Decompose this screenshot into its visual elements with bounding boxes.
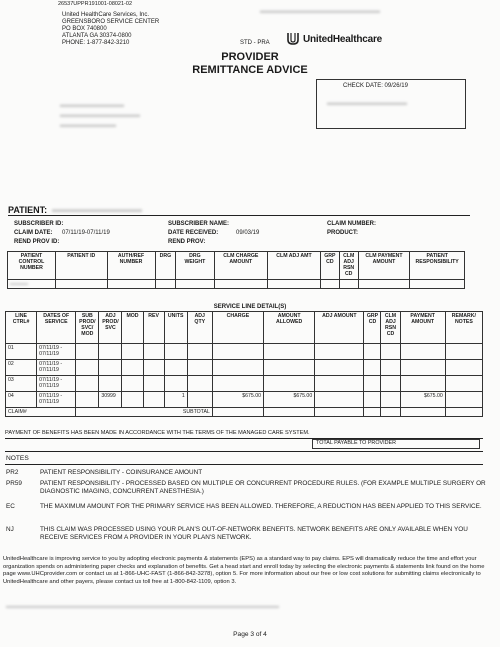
rend-prov-label: REND PROV: — [168, 239, 206, 245]
col-patient-control-number: PATIENT CONTROL NUMBER — [8, 252, 56, 280]
col-line-ctrl: LINE CTRL# — [6, 312, 37, 344]
cell-line: 03 — [6, 376, 37, 392]
table-row — [6, 392, 483, 408]
table-row — [6, 376, 483, 392]
cell-adj-svc — [99, 376, 122, 392]
service-line-title: SERVICE LINE DETAIL(S) — [213, 304, 287, 310]
col-grp-cd: GRP CD — [320, 252, 339, 280]
col-remark-notes: REMARK/ NOTES — [445, 312, 482, 344]
col-auth-ref-number: AUTH/REF NUMBER — [107, 252, 155, 280]
col-clm-adj-amt: CLM ADJ AMT — [268, 252, 321, 280]
notes-title: NOTES — [6, 455, 29, 462]
subtotal-label: SUBTOTAL — [76, 408, 213, 417]
subscriber-name-label: SUBSCRIBER NAME: — [168, 221, 230, 227]
cell-adj-svc — [99, 344, 122, 360]
cell-line: 01 — [6, 344, 37, 360]
cell-payment: $675.00 — [400, 392, 445, 408]
page-number: Page 3 of 4 — [233, 631, 267, 638]
note-text: PATIENT RESPONSIBILITY - COINSURANCE AMOUNT — [40, 469, 203, 476]
redacted-patient: ▬▬▬▬▬▬▬▬▬▬ — [52, 204, 142, 214]
redacted-footer: ▬▬▬▬▬▬▬▬▬▬▬▬▬▬▬▬▬▬▬▬▬▬▬▬▬▬▬▬▬▬▬▬▬▬▬▬▬▬▬ — [6, 603, 279, 610]
cell-adj-svc: 30999 — [99, 392, 122, 408]
col-clm-charge-amount: CLM CHARGE AMOUNT — [214, 252, 268, 280]
col-drg-weight: DRG WEIGHT — [176, 252, 214, 280]
cell-units: 1 — [164, 392, 187, 408]
date-received-label: DATE RECEIVED: — [168, 230, 219, 236]
col-amount-allowed: AMOUNT ALLOWED — [264, 312, 315, 344]
document-code: STD - PRA — [240, 40, 270, 46]
col-patient-responsibility: PATIENT RESPONSIBILITY — [410, 252, 465, 280]
subscriber-id-label: SUBSCRIBER ID: — [14, 221, 64, 227]
col-grp-cd: GRP CD — [364, 312, 381, 344]
payer-phone: PHONE: 1-877-842-3210 — [62, 40, 130, 46]
col-adj-amount: ADJ AMOUNT — [315, 312, 364, 344]
claim-date-label: CLAIM DATE: — [14, 230, 53, 236]
cell-adj-svc — [99, 360, 122, 376]
note-text: THIS CLAIM WAS PROCESSED USING YOUR PLAN'S OUT-OF-NETWORK BENEFITS. NETWORK BENEFITS ARE ONLY AVAILABLE WHEN YOU RECEIVE SERVICES FROM A PROVIDER IN YOUR PLAN'S NETWORK. — [40, 526, 468, 541]
claim-label: CLAIM# — [6, 408, 76, 417]
cell-dates: 07/11/19 - 07/11/19 — [37, 376, 76, 392]
cell-units — [164, 344, 187, 360]
cell-units — [164, 376, 187, 392]
cell-line: 02 — [6, 360, 37, 376]
check-date-box: CHECK DATE: 09/26/19 ▬▬▬▬▬▬▬▬▬▬ — [316, 79, 466, 129]
check-date: CHECK DATE: 09/26/19 — [343, 83, 408, 89]
note-text: PATIENT RESPONSIBILITY - PROCESSED BASED ON MULTIPLE OR CONCURRENT PROCEDURE RULES. (FOR EXAMPLE MULTIPLE SURGERY OR DIAGNOSTIC IMAGING, CONCURRENT ANESTHESIA.) — [40, 480, 486, 495]
patient-label: PATIENT: — [8, 205, 48, 215]
title-line-1: PROVIDER — [221, 51, 279, 63]
note-code: EC — [6, 503, 15, 510]
col-mod: MOD — [122, 312, 143, 344]
col-drg: DRG — [155, 252, 176, 280]
cell-payment — [400, 376, 445, 392]
col-dates-of-service: DATES OF SERVICE — [37, 312, 76, 344]
note-code: PR59 — [6, 480, 22, 487]
col-clm-payment-amount: CLM PAYMENT AMOUNT — [358, 252, 410, 280]
cell-dates: 07/11/19 - 07/11/19 — [37, 392, 76, 408]
cell-allowed — [264, 344, 315, 360]
cell-dates: 07/11/19 - 07/11/19 — [37, 344, 76, 360]
cell-payment — [400, 360, 445, 376]
col-patient-id: PATIENT ID — [55, 252, 107, 280]
service-line-table — [5, 311, 483, 417]
col-rev: REV — [143, 312, 164, 344]
note-code: NJ — [6, 526, 14, 533]
cell-allowed — [264, 360, 315, 376]
cell-line: 04 — [6, 392, 37, 408]
cell-dates: 07/11/19 - 07/11/19 — [37, 360, 76, 376]
total-payable-box — [312, 439, 480, 449]
cell-payment — [400, 344, 445, 360]
claim-date-value: 07/11/19-07/11/19 — [62, 230, 110, 236]
claim-summary-table: PATIENT CONTROL NUMBER PATIENT ID AUTH/REF NUMBER DRG DRG WEIGHT CLM CHARGE AMOUNT CLM ADJ AMT GRP CD CLM ADJ RSN CD CLM PAYMENT AMOUNT PATIENT RESPONSIBILITY ▬▬▬ — [7, 251, 465, 289]
payer-address — [62, 12, 159, 47]
redacted-address: ▬▬▬▬▬▬▬▬ ▬▬▬▬▬▬▬▬▬▬ ▬▬▬▬▬▬▬ — [60, 100, 140, 129]
footer-paragraph: UnitedHealthcare is improving service to you by adopting electronic payments & statements (EPS) as a standard way to pay claims. EPS will dramatically reduce the time and effort your organization spends on administering paper checks and explanation of benefits. Get a head start and enroll today by selecting the electronic payments & statements link found on the home page www.UHCprovider.com or contact us at 1-866-UHC-FAST (1-866-842-3278), option 5. For more information about our free or low cost solutions for submitting claims electronically to UnitedHealthcare and other payers, please contact us toll free at 1-800-842-1109, option 3. — [3, 556, 485, 585]
payment-note: PAYMENT OF BENEFITS HAS BEEN MADE IN ACCORDANCE WITH THE TERMS OF THE MANAGED CARE SYSTEM. — [5, 430, 310, 436]
col-clm-adj-rsn-cd: CLM ADJ RSN CD — [381, 312, 400, 344]
col-adj-prod-svc: ADJ PROD/ SVC — [99, 312, 122, 344]
col-units: UNITS — [164, 312, 187, 344]
payer-city: ATLANTA GA 30374-0800 — [62, 33, 132, 39]
payer-po-box: PO BOX 740800 — [62, 26, 107, 32]
cell-charge — [212, 344, 263, 360]
table-row — [6, 344, 483, 360]
payer-center: GREENSBORO SERVICE CENTER — [62, 19, 160, 25]
unitedhealthcare-logo-icon — [285, 30, 301, 46]
cell-charge — [212, 360, 263, 376]
claim-number-label: CLAIM NUMBER: — [327, 221, 376, 227]
payer-name: United HealthCare Services, Inc. — [62, 12, 150, 18]
title-line-2: REMITTANCE ADVICE — [192, 64, 308, 76]
col-payment-amount: PAYMENT AMOUNT — [400, 312, 445, 344]
rend-prov-id-label: REND PROV ID: — [14, 239, 60, 245]
cell-charge: $675.00 — [212, 392, 263, 408]
logo-text: UnitedHealthcare — [303, 34, 383, 45]
col-sub-prod-svc-mod: SUB PROD/ SVC/ MOD — [76, 312, 99, 344]
col-clm-adj-rsn-cd: CLM ADJ RSN CD — [339, 252, 358, 280]
cell-charge — [212, 376, 263, 392]
cell-units — [164, 360, 187, 376]
redacted-text: ▬▬▬▬▬▬▬▬▬▬▬▬▬▬▬ — [260, 6, 380, 15]
note-text: THE MAXIMUM AMOUNT FOR THE PRIMARY SERVICE HAS BEEN ALLOWED. THEREFORE, A REDUCTION HAS BEEN APPLIED TO THIS SERVICE. — [40, 503, 482, 510]
col-charge: CHARGE — [212, 312, 263, 344]
note-code: PR2 — [6, 469, 19, 476]
cell-allowed — [264, 376, 315, 392]
page-title — [0, 51, 500, 77]
table-row — [6, 360, 483, 376]
date-received-value: 09/03/19 — [236, 230, 260, 236]
col-adj-qty: ADJ QTY — [187, 312, 212, 344]
document-id: 26537UPPR191001-08021-02 — [58, 1, 133, 7]
total-payable-label: TOTAL PAYABLE TO PROVIDER — [316, 440, 396, 446]
product-label: PRODUCT: — [327, 230, 358, 236]
cell-allowed: $675.00 — [264, 392, 315, 408]
